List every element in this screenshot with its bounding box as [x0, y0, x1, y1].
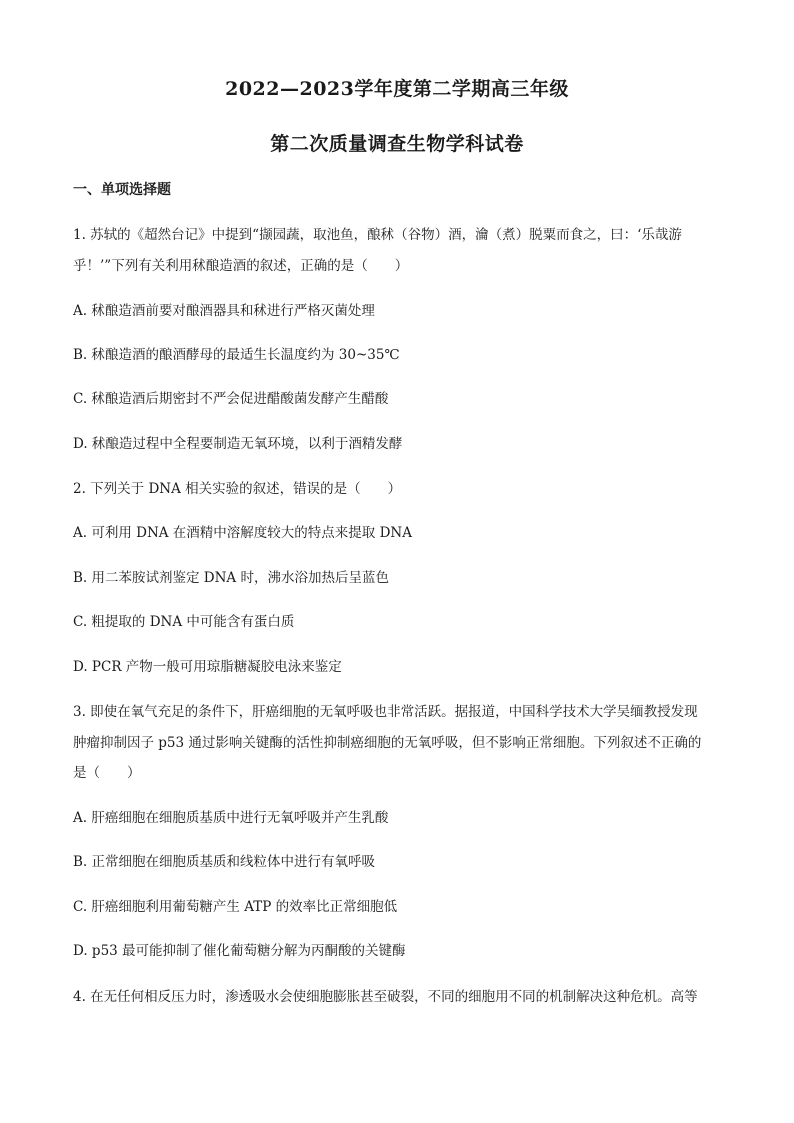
- q1-stem-line2: 乎！’”下列有关利用秫酿造酒的叙述，正确的是（ ）: [73, 258, 409, 274]
- exam-title-line1: 2022—2023学年度第二学期高三年级: [225, 78, 569, 100]
- q3-option-c: C. 肝癌细胞利用葡萄糖产生 ATP 的效率比正常细胞低: [73, 899, 398, 915]
- q1-option-c: C. 秫酿造酒后期密封不严会促进醋酸菌发酵产生醋酸: [73, 391, 389, 407]
- q3-stem-line3: 是（ ）: [73, 765, 141, 781]
- q3-stem-line2: 肿瘤抑制因子 p53 通过影响关键酶的活性抑制癌细胞的无氧呼吸，但不影响正常细胞。下列叙述不正确的: [73, 735, 702, 751]
- exam-title-line2: 第二次质量调查生物学科试卷: [270, 133, 524, 155]
- section-heading: 一、单项选择题: [73, 182, 171, 198]
- q1-option-a: A. 秫酿造酒前要对酿酒器具和秫进行严格灭菌处理: [73, 303, 375, 319]
- q2-option-c: C. 粗提取的 DNA 中可能含有蛋白质: [73, 614, 295, 630]
- q2-option-a: A. 可利用 DNA 在酒精中溶解度较大的特点来提取 DNA: [73, 525, 412, 541]
- q3-stem-line1: 3. 即使在氧气充足的条件下，肝癌细胞的无氧呼吸也非常活跃。据报道，中国科学技术大学吴缅教授发现: [73, 704, 698, 720]
- q4-stem-line1: 4. 在无任何相反压力时，渗透吸水会使细胞膨胀甚至破裂，不同的细胞用不同的机制解决这种危机。高等: [73, 989, 698, 1005]
- q3-option-b: B. 正常细胞在细胞质基质和线粒体中进行有氧呼吸: [73, 854, 376, 870]
- q1-option-d: D. 秫酿造过程中全程要制造无氧环境，以利于酒精发酵: [73, 436, 403, 452]
- q2-stem-line1: 2. 下列关于 DNA 相关实验的叙述，错误的是（ ）: [73, 481, 402, 497]
- q2-option-b: B. 用二苯胺试剂鉴定 DNA 时，沸水浴加热后呈蓝色: [73, 570, 389, 586]
- q3-option-d: D. p53 最可能抑制了催化葡萄糖分解为丙酮酸的关键酶: [73, 943, 406, 959]
- q1-option-b: B. 秫酿造酒的酿酒酵母的最适生长温度约为 30~35℃: [73, 347, 400, 363]
- q2-option-d: D. PCR 产物一般可用琼脂糖凝胶电泳来鉴定: [73, 659, 342, 675]
- q1-stem-line1: 1. 苏轼的《超然台记》中提到“撷园蔬，取池鱼，酿秫（谷物）酒，瀹（煮）脱粟而食之，曰：‘乐哉游: [73, 227, 682, 243]
- q3-option-a: A. 肝癌细胞在细胞质基质中进行无氧呼吸并产生乳酸: [73, 810, 389, 826]
